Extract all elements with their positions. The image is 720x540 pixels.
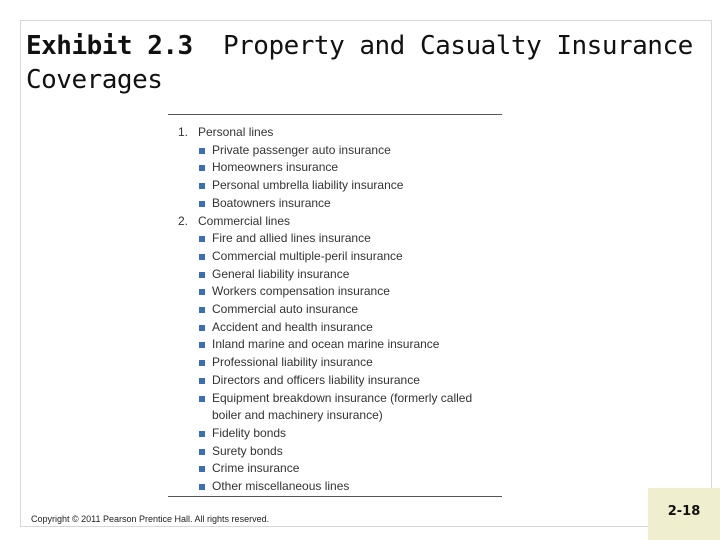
list-item-text: Directors and officers liability insurance [212,372,420,387]
title-line-2: Coverages [26,65,163,95]
copyright-notice: Copyright © 2011 Pearson Prentice Hall. All rights reserved. [31,514,270,524]
square-bullet-icon [199,165,205,171]
exhibit-bottom-rule [168,496,502,497]
square-bullet-icon [199,396,205,402]
list-item [178,443,498,461]
square-bullet-icon [199,431,205,437]
list-item [178,336,498,354]
section-title: Personal lines [198,125,274,139]
list-item-text: Other miscellaneous lines [212,479,350,494]
title-line-1: Property and Casualty Insurance [223,31,693,61]
list-item [178,177,498,195]
section-heading [178,124,498,142]
square-bullet-icon [199,449,205,455]
list-item-text: Equipment breakdown insurance (formerly called boiler and machinery insurance) [212,390,473,423]
list-item [178,390,498,425]
list-item [178,301,498,319]
list-item [178,230,498,248]
list-item-text: Surety bonds [212,443,283,458]
section-title: Commercial lines [198,213,291,228]
square-bullet-icon [199,466,205,472]
list-item [178,248,498,266]
square-bullet-icon [199,325,205,331]
section-number: 2. [178,213,189,228]
list-item-text: Private passenger auto insurance [212,142,391,157]
page-number: 2-18 [667,504,701,519]
square-bullet-icon [199,183,205,189]
list-item [178,478,498,496]
list-item [178,195,498,213]
page-number-box [648,488,720,540]
list-item-text: Accident and health insurance [212,319,373,334]
square-bullet-icon [199,360,205,366]
slide-title [26,29,706,97]
square-bullet-icon [199,378,205,384]
coverage-list [178,124,498,496]
list-item-text: Commercial auto insurance [212,302,359,316]
list-item [178,266,498,284]
square-bullet-icon [199,148,205,154]
list-item-text: Commercial multiple-peril insurance [212,248,403,263]
list-item [178,460,498,478]
square-bullet-icon [199,484,205,490]
list-item-text: Workers compensation insurance [212,284,390,299]
exhibit-label: Exhibit 2.3 [26,31,193,61]
square-bullet-icon [199,201,205,207]
exhibit-top-rule [168,114,502,115]
list-item [178,159,498,177]
list-item-text: Inland marine and ocean marine insurance [212,337,440,352]
list-item-text: Boatowners insurance [212,195,331,210]
list-item [178,354,498,372]
square-bullet-icon [199,289,205,295]
list-item-text: Fidelity bonds [212,425,287,440]
list-item [178,372,498,390]
square-bullet-icon [199,254,205,260]
section-number: 1. [178,125,189,139]
square-bullet-icon [199,236,205,242]
list-item-text: Professional liability insurance [212,355,373,370]
list-item-text: Fire and allied lines insurance [212,231,371,246]
list-item [178,283,498,301]
list-item-text: Crime insurance [212,461,300,476]
square-bullet-icon [199,307,205,313]
section-heading [178,213,498,231]
square-bullet-icon [199,272,205,278]
list-item-text: General liability insurance [212,266,350,281]
list-item [178,319,498,337]
list-item-text: Homeowners insurance [212,160,339,175]
list-item-text: Personal umbrella liability insurance [212,178,404,193]
square-bullet-icon [199,342,205,348]
list-item [178,142,498,160]
list-item [178,425,498,443]
